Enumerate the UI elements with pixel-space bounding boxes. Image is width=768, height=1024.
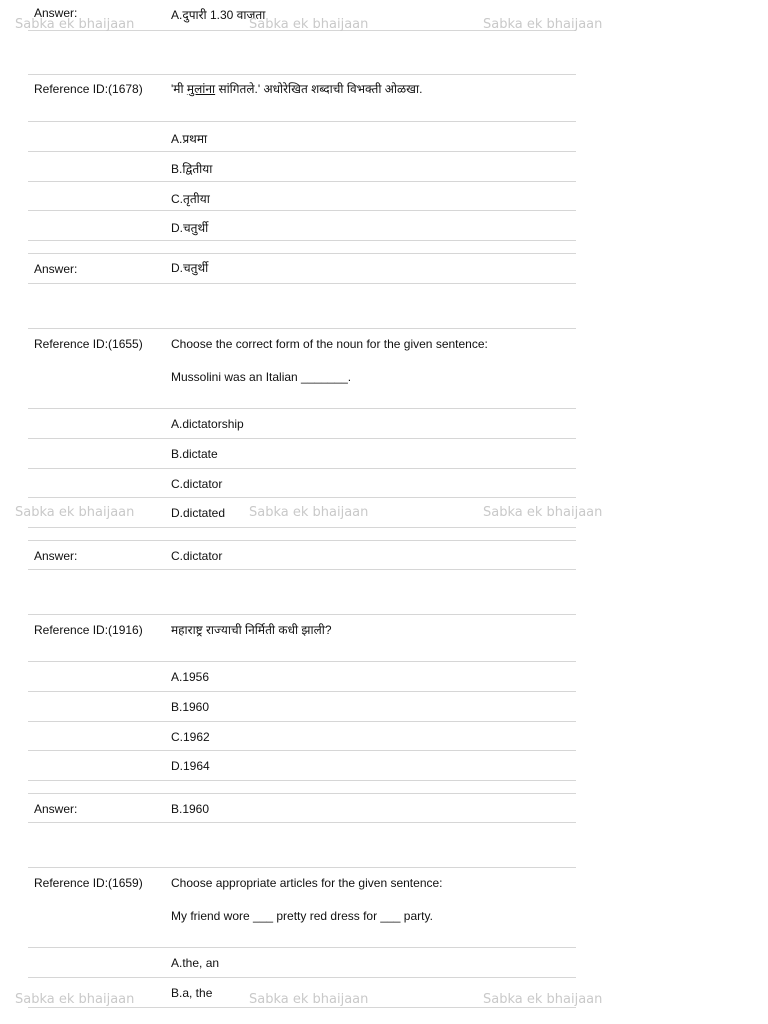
question-line-2: My friend wore ___ pretty red dress for ___ party.	[171, 909, 433, 923]
option-row	[28, 662, 576, 692]
option-b: B.द्वितीया	[171, 162, 213, 176]
watermark: Sabka ek bhaijaan	[249, 505, 369, 520]
option-row	[28, 182, 576, 211]
option-d: D.1964	[171, 759, 210, 773]
watermark: Sabka ek bhaijaan	[483, 992, 603, 1007]
option-c: C.dictator	[171, 477, 223, 491]
answer-row	[28, 253, 576, 284]
option-row	[28, 122, 576, 152]
watermark: Sabka ek bhaijaan	[249, 992, 369, 1007]
question-line-1: Choose the correct form of the noun for the given sentence:	[171, 337, 488, 351]
option-row	[28, 692, 576, 722]
option-row	[28, 751, 576, 781]
question-text	[171, 337, 488, 384]
question-text	[171, 876, 443, 923]
option-row	[28, 211, 576, 241]
option-d: D.dictated	[171, 506, 226, 520]
option-a: A.the, an	[171, 956, 220, 970]
option-b: B.a, the	[171, 986, 213, 1000]
option-row	[28, 152, 576, 182]
question-row-1678	[28, 74, 576, 122]
question-row-1659	[28, 867, 576, 948]
reference-id: Reference ID:(1655)	[34, 337, 143, 351]
option-c: C.तृतीया	[171, 192, 210, 206]
option-b: B.dictate	[171, 447, 218, 461]
answer-value: B.1960	[171, 802, 210, 816]
option-row	[28, 439, 576, 469]
question-line-2: Mussolini was an Italian _______.	[171, 370, 352, 384]
answer-value: A.दुपारी 1.30 वाजता	[171, 8, 266, 22]
option-a: A.1956	[171, 670, 210, 684]
watermark: Sabka ek bhaijaan	[249, 17, 369, 32]
answer-row	[28, 0, 576, 31]
option-c: C.1962	[171, 730, 210, 744]
option-a: A.प्रथमा	[171, 132, 208, 146]
watermark: Sabka ek bhaijaan	[15, 17, 135, 32]
question-line-1: Choose appropriate articles for the given sentence:	[171, 876, 443, 890]
option-row	[28, 948, 576, 978]
watermark: Sabka ek bhaijaan	[483, 17, 603, 32]
option-d: D.चतुर्थी	[171, 221, 209, 235]
answer-label: Answer:	[34, 549, 78, 563]
answer-value: C.dictator	[171, 549, 223, 563]
answer-row	[28, 540, 576, 570]
reference-id: Reference ID:(1678)	[34, 82, 143, 96]
option-a: A.dictatorship	[171, 417, 244, 431]
option-row	[28, 409, 576, 439]
answer-label: Answer:	[34, 6, 78, 20]
watermark: Sabka ek bhaijaan	[483, 505, 603, 520]
option-row	[28, 978, 576, 1008]
question-row-1655	[28, 328, 576, 409]
reference-id: Reference ID:(1916)	[34, 623, 143, 637]
answer-row	[28, 793, 576, 823]
reference-id: Reference ID:(1659)	[34, 876, 143, 890]
question-text: 'मी मुलांना सांगितले.' अधोरेखित शब्दाची विभक्ती ओळखा.	[171, 82, 423, 96]
question-text: महाराष्ट्र राज्याची निर्मिती कधी झाली?	[171, 623, 332, 637]
answer-label: Answer:	[34, 802, 78, 816]
option-row	[28, 722, 576, 751]
option-b: B.1960	[171, 700, 210, 714]
answer-label: Answer:	[34, 262, 78, 276]
option-row	[28, 469, 576, 498]
watermark: Sabka ek bhaijaan	[15, 505, 135, 520]
option-row	[28, 498, 576, 528]
underlined-word: मुलांना	[186, 82, 216, 96]
watermark: Sabka ek bhaijaan	[15, 992, 135, 1007]
question-row-1916	[28, 614, 576, 662]
answer-value: D.चतुर्थी	[171, 261, 209, 275]
